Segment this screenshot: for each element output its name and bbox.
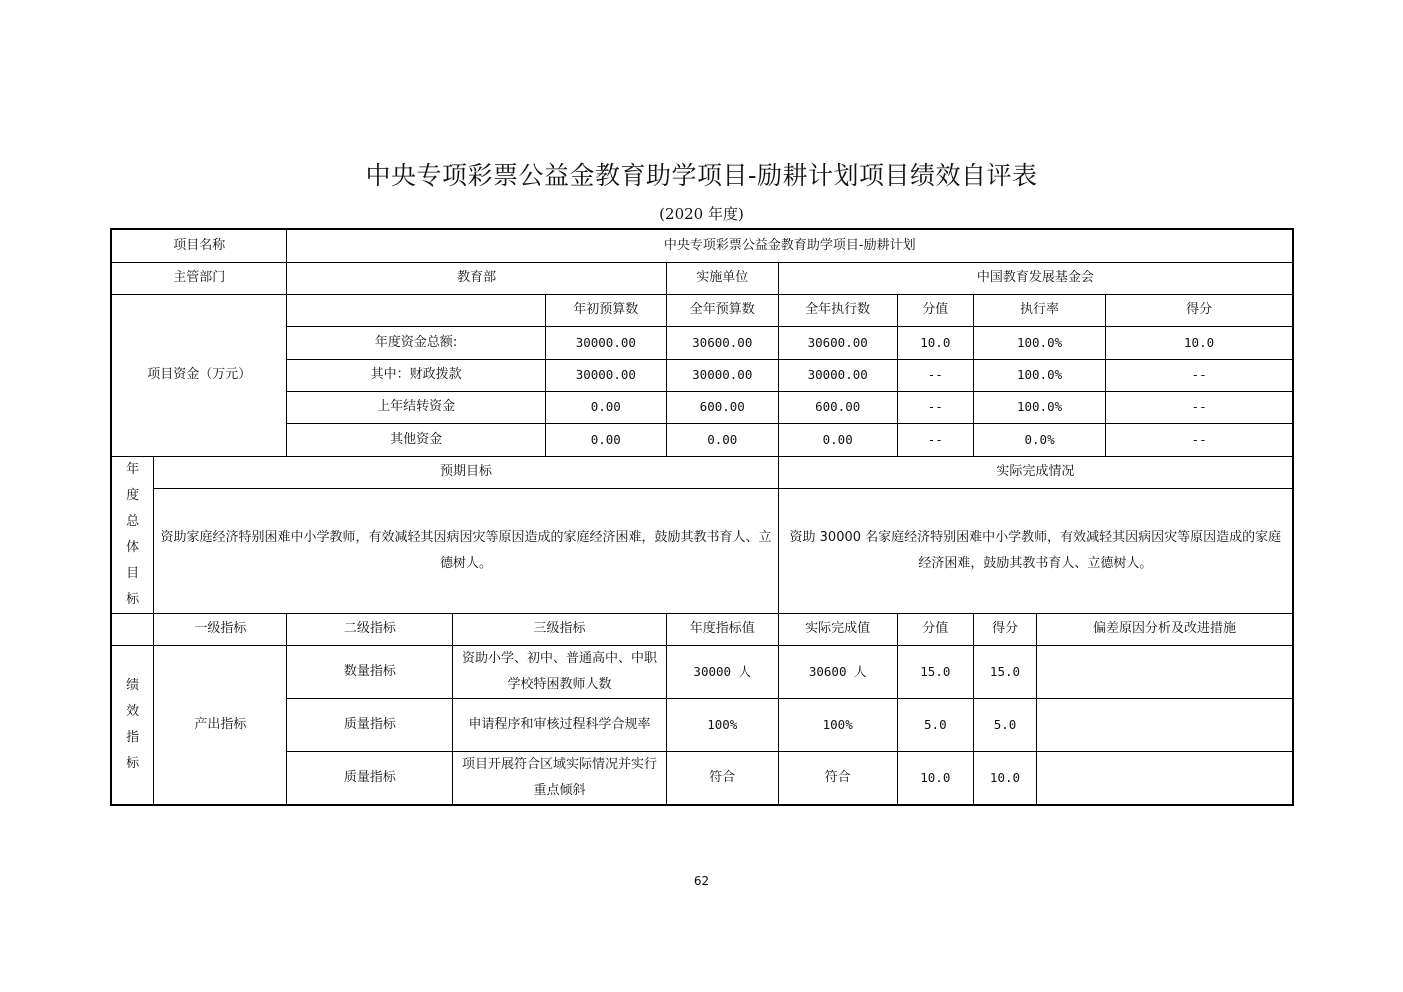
actual-result-text: 资助 30000 名家庭经济特别困难中小学教师，有效减轻其因病因灾等原因造成的家庭经济困难，鼓励其教书育人、立德树人。 xyxy=(778,488,1293,613)
dept-label: 主管部门 xyxy=(111,262,287,294)
indicator-note xyxy=(1037,645,1294,698)
project-name-value: 中央专项彩票公益金教育助学项目-励耕计划 xyxy=(287,229,1293,262)
table-row xyxy=(111,613,1293,645)
table-row xyxy=(111,326,1293,359)
fund-executed: 30600.00 xyxy=(778,326,897,359)
fund-row-name: 其中：财政拨款 xyxy=(287,359,545,391)
level2-indicator: 数量指标 xyxy=(287,645,453,698)
fund-score: -- xyxy=(1106,391,1293,423)
goals-label: 年度总体目标 xyxy=(111,456,154,613)
fund-weight: -- xyxy=(897,423,973,456)
fund-executed: 0.00 xyxy=(778,423,897,456)
fund-annual: 0.00 xyxy=(666,423,778,456)
fund-executed: 30000.00 xyxy=(778,359,897,391)
table-row xyxy=(111,645,1293,698)
fund-annual: 600.00 xyxy=(666,391,778,423)
fund-annual: 30600.00 xyxy=(666,326,778,359)
fund-rate: 0.0% xyxy=(973,423,1105,456)
fund-initial: 30000.00 xyxy=(545,326,666,359)
indicator-actual: 30600 人 xyxy=(778,645,897,698)
page-number: 62 xyxy=(693,874,710,888)
funds-header: 分值 xyxy=(897,294,973,326)
funds-header: 全年预算数 xyxy=(666,294,778,326)
fund-executed: 600.00 xyxy=(778,391,897,423)
funds-header: 全年执行数 xyxy=(778,294,897,326)
fund-row-name: 其他资金 xyxy=(287,423,545,456)
indicator-header: 偏差原因分析及改进措施 xyxy=(1037,613,1294,645)
indicator-header: 一级指标 xyxy=(154,613,287,645)
indicator-header: 分值 xyxy=(897,613,973,645)
indicator-header-blank xyxy=(111,613,154,645)
indicator-note xyxy=(1037,698,1294,751)
funds-header: 执行率 xyxy=(973,294,1105,326)
indicator-header: 年度指标值 xyxy=(666,613,778,645)
actual-result-label: 实际完成情况 xyxy=(778,456,1293,488)
fund-score: -- xyxy=(1106,423,1293,456)
level3-indicator: 项目开展符合区域实际情况并实行重点倾斜 xyxy=(453,751,667,805)
fund-initial: 30000.00 xyxy=(545,359,666,391)
indicator-target: 100% xyxy=(666,698,778,751)
fund-annual: 30000.00 xyxy=(666,359,778,391)
fund-weight: 10.0 xyxy=(897,326,973,359)
funds-label: 项目资金（万元） xyxy=(111,294,287,456)
expected-goal-label: 预期目标 xyxy=(154,456,778,488)
fund-initial: 0.00 xyxy=(545,423,666,456)
table-row xyxy=(111,488,1293,613)
indicator-target: 符合 xyxy=(666,751,778,805)
dept-value: 教育部 xyxy=(287,262,666,294)
indicator-actual: 100% xyxy=(778,698,897,751)
impl-label: 实施单位 xyxy=(666,262,778,294)
table-row xyxy=(111,423,1293,456)
table-row xyxy=(111,456,1293,488)
funds-header: 得分 xyxy=(1106,294,1293,326)
fund-rate: 100.0% xyxy=(973,326,1105,359)
fund-weight: -- xyxy=(897,359,973,391)
fund-weight: -- xyxy=(897,391,973,423)
level2-indicator: 质量指标 xyxy=(287,698,453,751)
level3-indicator: 资助小学、初中、普通高中、中职学校特困教师人数 xyxy=(453,645,667,698)
indicator-target: 30000 人 xyxy=(666,645,778,698)
fund-rate: 100.0% xyxy=(973,359,1105,391)
funds-header: 年初预算数 xyxy=(545,294,666,326)
table-row xyxy=(111,751,1293,805)
indicator-score: 10.0 xyxy=(973,751,1036,805)
impl-value: 中国教育发展基金会 xyxy=(778,262,1293,294)
indicators-label: 绩效指标 xyxy=(111,645,154,805)
project-name-label: 项目名称 xyxy=(111,229,287,262)
expected-goal-text: 资助家庭经济特别困难中小学教师，有效减轻其因病因灾等原因造成的家庭经济困难，鼓励其教书育人、立德树人。 xyxy=(154,488,778,613)
year-subtitle: (2020 年度) xyxy=(659,205,744,223)
indicator-header: 得分 xyxy=(973,613,1036,645)
indicator-weight: 5.0 xyxy=(897,698,973,751)
fund-row-name: 上年结转资金 xyxy=(287,391,545,423)
fund-score: -- xyxy=(1106,359,1293,391)
level1-indicator: 产出指标 xyxy=(154,645,287,805)
indicator-header: 三级指标 xyxy=(453,613,667,645)
indicator-actual: 符合 xyxy=(778,751,897,805)
table-row xyxy=(111,262,1293,294)
level3-indicator: 申请程序和审核过程科学合规率 xyxy=(453,698,667,751)
fund-row-name: 年度资金总额: xyxy=(287,326,545,359)
table-row xyxy=(111,698,1293,751)
funds-header-blank xyxy=(287,294,545,326)
table-row xyxy=(111,359,1293,391)
fund-initial: 0.00 xyxy=(545,391,666,423)
indicator-weight: 15.0 xyxy=(897,645,973,698)
indicator-note xyxy=(1037,751,1294,805)
table-row xyxy=(111,294,1293,326)
table-row xyxy=(111,391,1293,423)
indicator-score: 5.0 xyxy=(973,698,1036,751)
level2-indicator: 质量指标 xyxy=(287,751,453,805)
fund-rate: 100.0% xyxy=(973,391,1105,423)
performance-table xyxy=(110,228,1294,806)
fund-score: 10.0 xyxy=(1106,326,1293,359)
indicator-header: 实际完成值 xyxy=(778,613,897,645)
indicator-weight: 10.0 xyxy=(897,751,973,805)
table-row xyxy=(111,229,1293,262)
page-title: 中央专项彩票公益金教育助学项目-励耕计划项目绩效自评表 xyxy=(365,161,1038,190)
indicator-header: 二级指标 xyxy=(287,613,453,645)
indicator-score: 15.0 xyxy=(973,645,1036,698)
